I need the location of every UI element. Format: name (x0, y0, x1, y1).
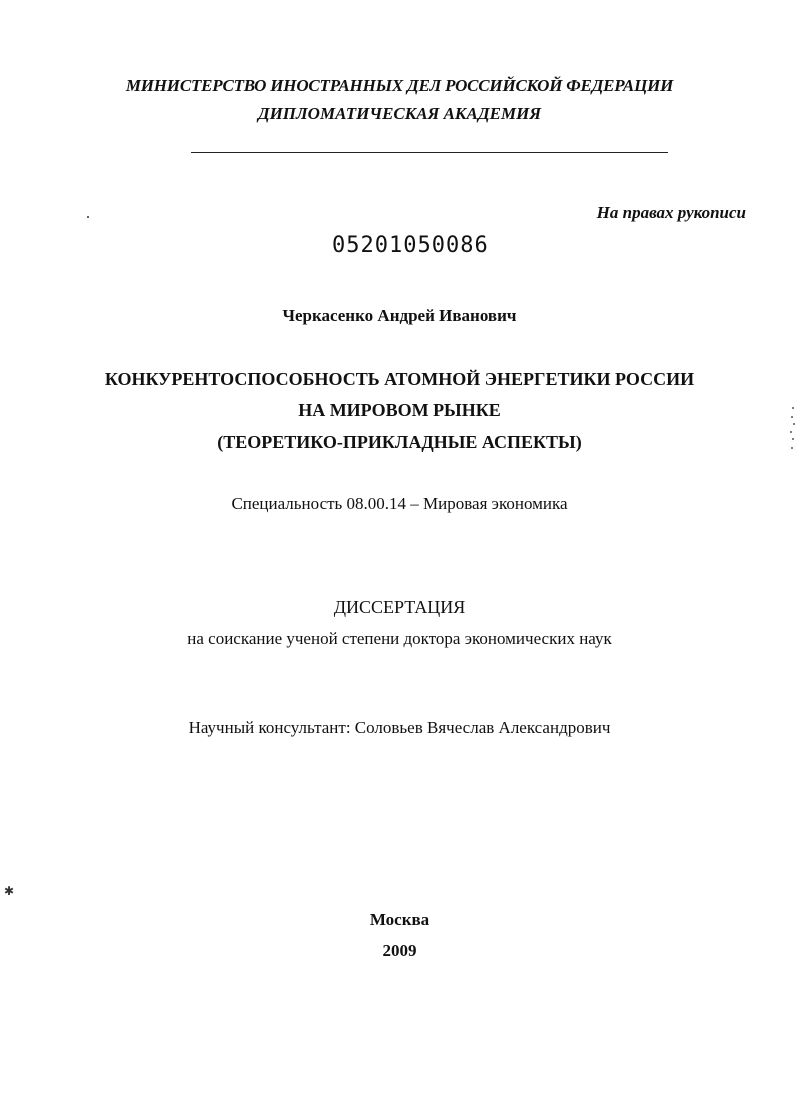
library-code: 05201050086 (332, 233, 489, 258)
scan-artifact-marks (790, 407, 796, 455)
year: 2009 (382, 941, 417, 960)
manuscript-rights-note: На правах рукописи (596, 203, 746, 222)
specialty-line: Специальность 08.00.14 – Мировая экономика (231, 494, 568, 513)
title-line-3: (ТЕОРЕТИКО-ПРИКЛАДНЫЕ АСПЕКТЫ) (217, 432, 582, 452)
ministry-heading: МИНИСТЕРСТВО ИНОСТРАННЫХ ДЕЛ РОССИЙСКОЙ ФЕДЕРАЦИИ (125, 76, 674, 95)
header-divider (191, 152, 668, 153)
title-line-1: КОНКУРЕНТОСПОСОБНОСТЬ АТОМНОЙ ЭНЕРГЕТИКИ РОССИИ (104, 369, 695, 389)
scan-edge-mark-icon: ✱ (4, 884, 15, 898)
work-type: ДИССЕРТАЦИЯ (333, 597, 466, 617)
title-line-2: НА МИРОВОМ РЫНКЕ (298, 400, 501, 420)
city: Москва (369, 910, 430, 929)
scientific-consultant: Научный консультант: Соловьев Вячеслав Александрович (188, 718, 611, 737)
degree-line: на соискание ученой степени доктора экономических наук (187, 629, 612, 648)
scan-speck (87, 216, 89, 218)
author-name: Черкасенко Андрей Иванович (282, 306, 517, 325)
academy-heading: ДИПЛОМАТИЧЕСКАЯ АКАДЕМИЯ (257, 104, 542, 123)
